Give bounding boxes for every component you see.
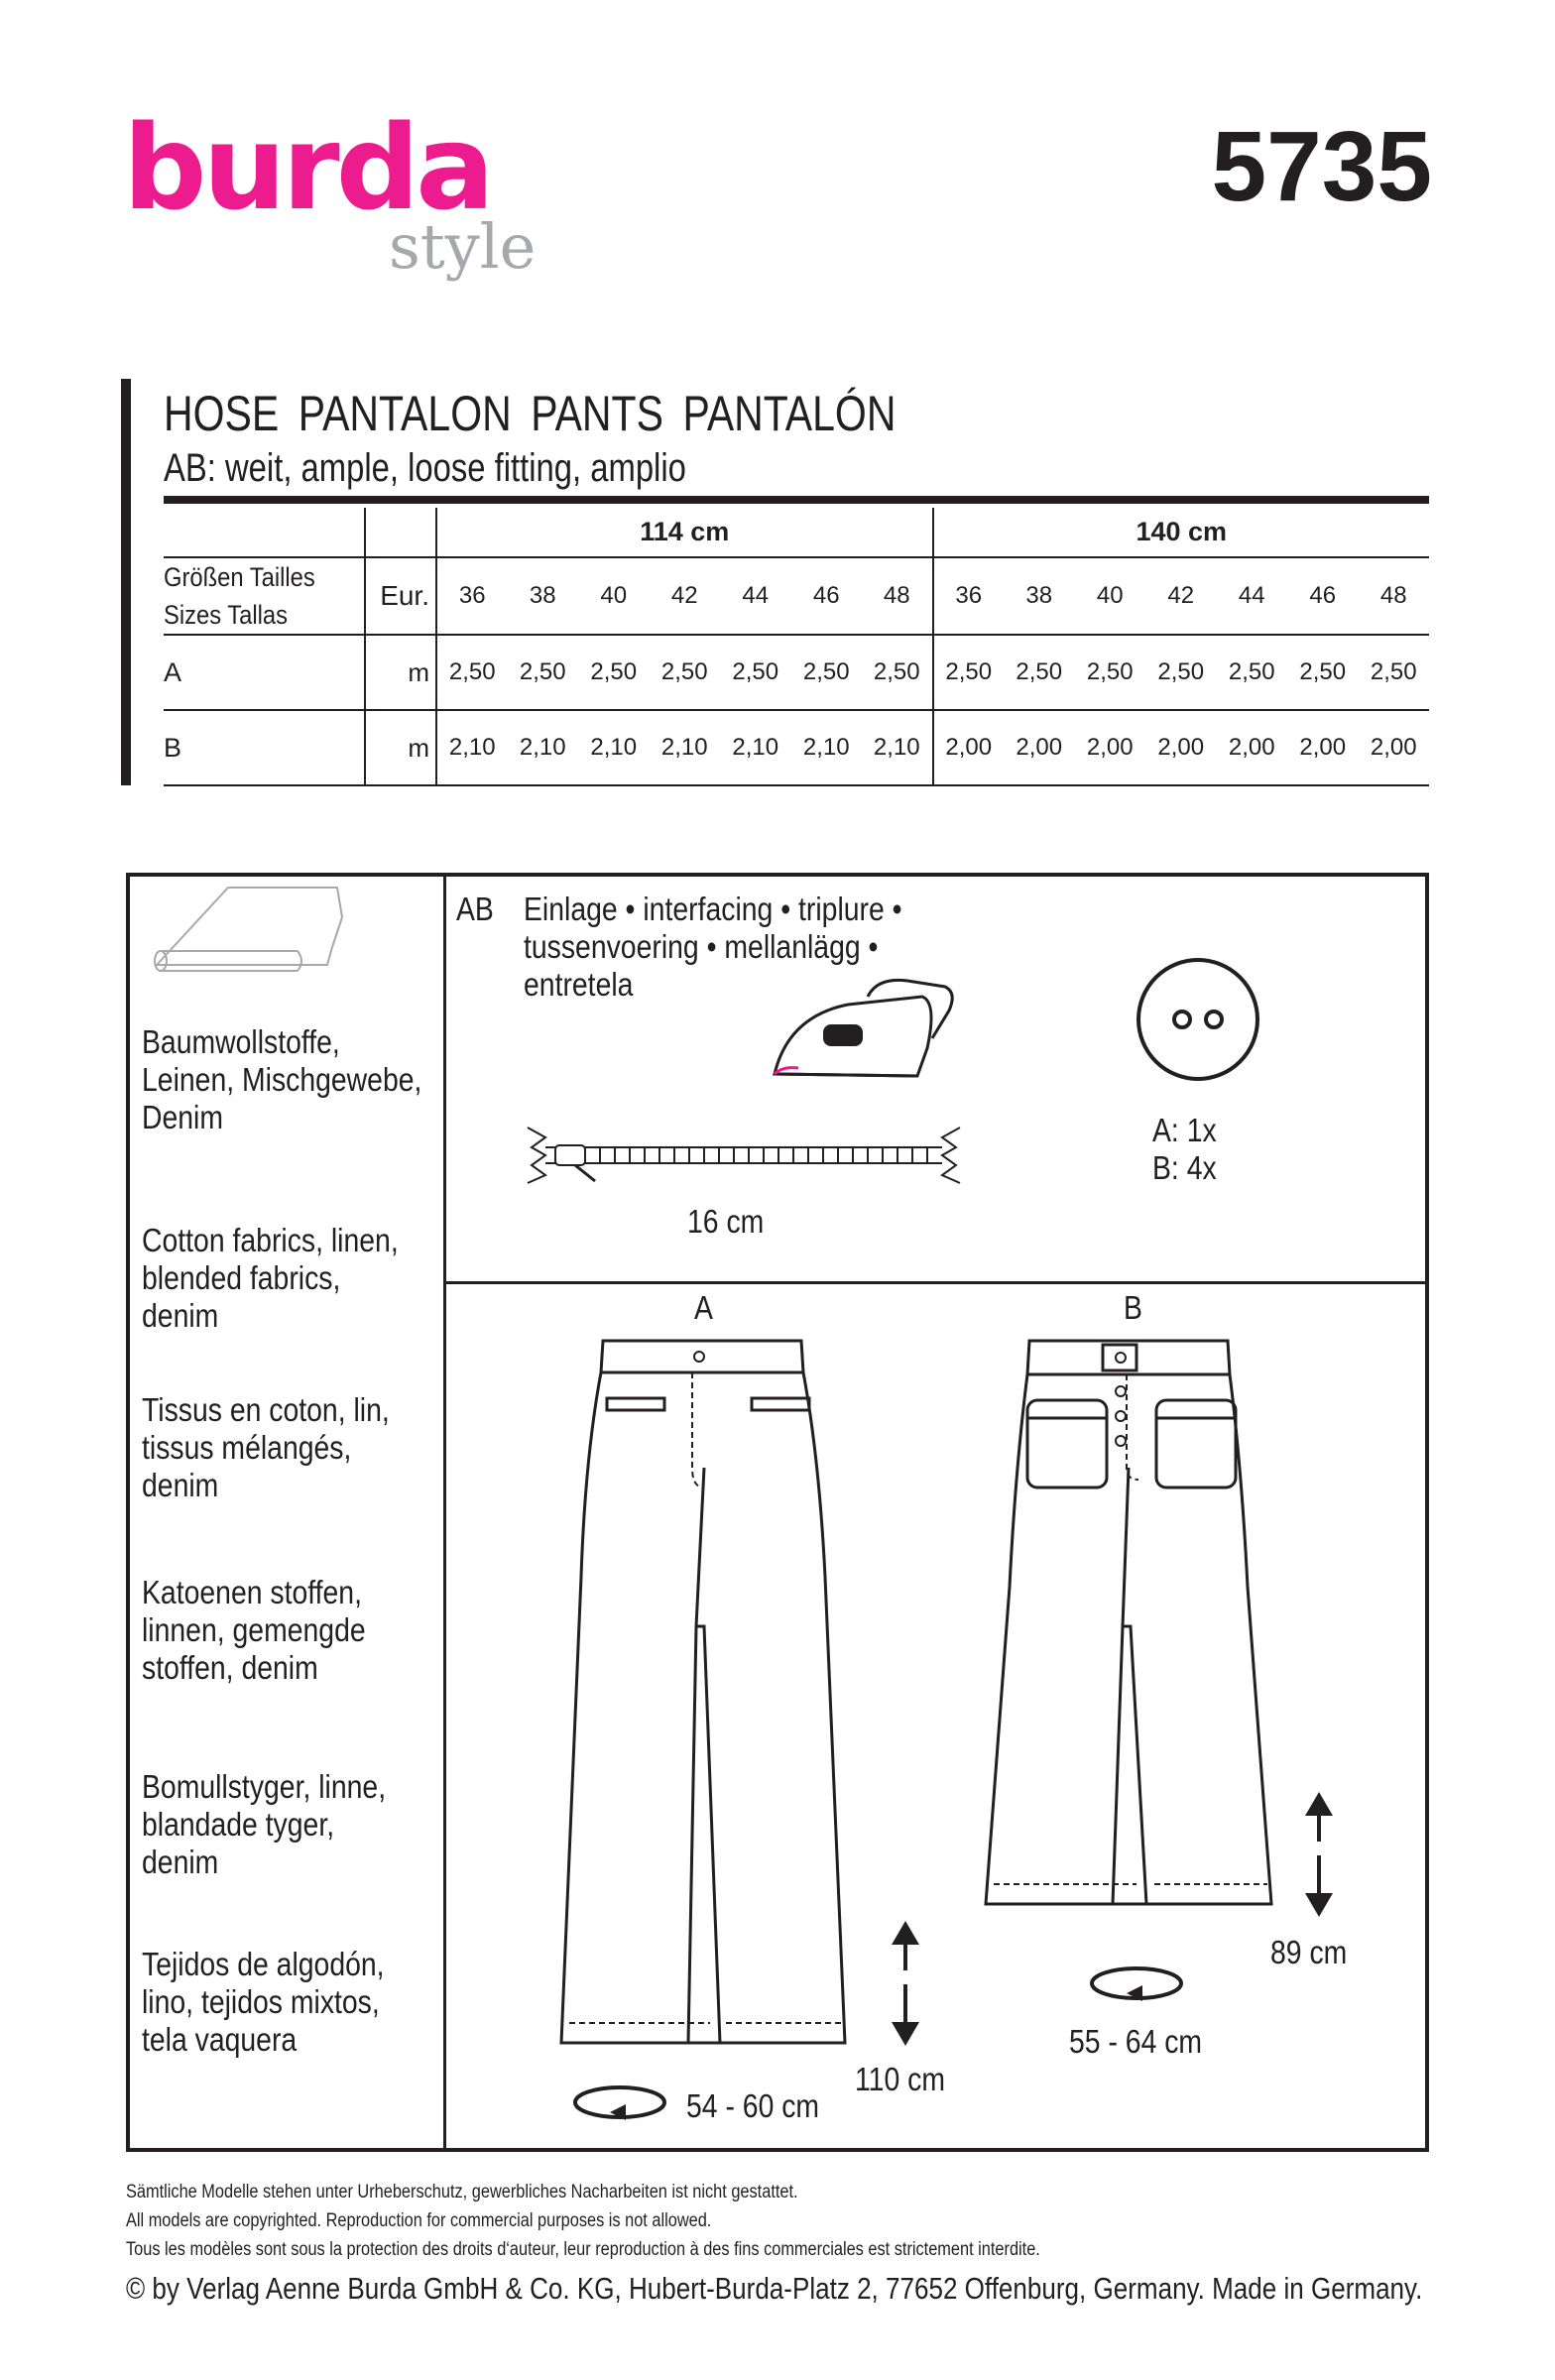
yardage-cell: 2,50 — [1217, 635, 1288, 710]
yardage-cell: 2,10 — [791, 710, 863, 785]
waist-a: 54 - 60 cm — [686, 2087, 820, 2124]
fabric-sv: Bomullstyger, linne, blandade tyger, denim — [142, 1768, 387, 1880]
yardage-cell: 2,50 — [650, 635, 721, 710]
zipper-icon — [526, 1126, 962, 1185]
yardage-cell: 2,50 — [1145, 635, 1217, 710]
size-cell: 48 — [862, 557, 933, 635]
unit-label: m — [365, 635, 436, 710]
view-label: A — [164, 635, 365, 710]
size-cell: 38 — [508, 557, 579, 635]
yardage-cell: 2,50 — [1075, 635, 1146, 710]
yardage-cell: 2,50 — [933, 635, 1005, 710]
unit-label: m — [365, 710, 436, 785]
width-header-140: 140 cm — [933, 508, 1430, 557]
publisher-copyright: © by Verlag Aenne Burda GmbH & Co. KG, Hubert-Burda-Platz 2, 77652 Offenburg, Germany. Made in Germany. — [126, 2271, 1423, 2306]
length-a: 110 cm — [855, 2061, 945, 2097]
iron-icon — [769, 977, 957, 1096]
garment-title: HOSE PANTALON PANTS PANTALÓN — [164, 386, 897, 441]
view-b-label: B — [1124, 1289, 1142, 1326]
pants-a-drawing — [555, 1339, 853, 2053]
size-cell: 36 — [436, 557, 508, 635]
fit-description — [164, 446, 686, 491]
size-cell: 42 — [650, 557, 721, 635]
fabric-es: Tejidos de algodón, lino, tejidos mixtos, tela vaquera — [142, 1946, 385, 2058]
yardage-row-a — [164, 635, 1429, 710]
copyright-notice-en: All models are copyrighted. Reproduction for commercial purposes is not allowed. — [126, 2210, 712, 2231]
waist-icon-b — [1087, 1964, 1186, 2003]
fabric-en: Cotton fabrics, linen, blended fabrics, denim — [142, 1222, 399, 1334]
yardage-cell: 2,00 — [1287, 710, 1359, 785]
yardage-cell: 2,10 — [862, 710, 933, 785]
copyright-notice-fr: Tous les modèles sont sous la protection des droits d‘auteur, leur reproduction à des fins commerciales est strictement interdite. — [126, 2239, 1040, 2260]
logo-word: burda — [123, 99, 491, 236]
size-cell: 42 — [1145, 557, 1217, 635]
sizes-row — [164, 557, 1429, 635]
size-cell: 36 — [933, 557, 1005, 635]
size-cell: 38 — [1004, 557, 1075, 635]
size-cell: 48 — [1359, 557, 1430, 635]
size-cell: 44 — [1217, 557, 1288, 635]
yardage-cell: 2,10 — [578, 710, 650, 785]
fabric-nl: Katoenen stoffen, linnen, gemengde stoffen, denim — [142, 1574, 366, 1686]
yardage-cell: 2,50 — [862, 635, 933, 710]
width-header-114: 114 cm — [436, 508, 933, 557]
yardage-cell: 2,00 — [1217, 710, 1288, 785]
yardage-cell: 2,50 — [508, 635, 579, 710]
length-arrow-a — [888, 1919, 923, 2048]
yardage-cell: 2,50 — [791, 635, 863, 710]
size-cell: 40 — [578, 557, 650, 635]
size-cell: 40 — [1075, 557, 1146, 635]
fabric-roll-icon — [149, 878, 347, 987]
pattern-number: 5735 — [1211, 111, 1432, 222]
view-a-label: A — [694, 1289, 713, 1326]
yardage-cell: 2,50 — [1004, 635, 1075, 710]
fit-label: AB: — [164, 446, 216, 490]
length-b: 89 cm — [1270, 1934, 1348, 1970]
burda-style-logo — [123, 99, 559, 307]
zipper-length: 16 cm — [687, 1203, 765, 1240]
yardage-cell: 2,50 — [578, 635, 650, 710]
copyright-notice-de: Sämtliche Modelle stehen unter Urheberschutz, gewerbliches Nacharbeiten ist nicht gestattet. — [126, 2182, 798, 2202]
yardage-cell: 2,10 — [720, 710, 791, 785]
column-divider — [443, 877, 446, 2148]
yardage-cell: 2,10 — [650, 710, 721, 785]
length-arrow-b — [1301, 1790, 1337, 1919]
yardage-cell: 2,50 — [1287, 635, 1359, 710]
size-cell: 46 — [791, 557, 863, 635]
logo-subword: style — [389, 210, 537, 283]
sizes-label: Größen Tailles Sizes Tallas — [164, 557, 365, 635]
yardage-cell: 2,50 — [436, 635, 508, 710]
notions-views-label: AB — [456, 891, 494, 927]
title-bar — [121, 379, 131, 785]
fit-text: weit, ample, loose fitting, amplio — [215, 446, 686, 490]
view-label: B — [164, 710, 365, 785]
row-divider — [443, 1281, 1425, 1284]
interfacing-text: Einlage • interfacing • triplure • tussenvoering • mellanlägg • entretela — [524, 891, 902, 1003]
yardage-cell: 2,00 — [1145, 710, 1217, 785]
eur-label: Eur. — [365, 557, 436, 635]
yardage-cell: 2,00 — [933, 710, 1005, 785]
yardage-cell: 2,00 — [1359, 710, 1430, 785]
pants-b-drawing — [980, 1339, 1277, 1914]
yardage-row-b — [164, 710, 1429, 785]
button-icon — [1134, 955, 1262, 1084]
fabric-fr: Tissus en coton, lin, tissus mélangés, denim — [142, 1391, 390, 1503]
fabric-de: Baumwollstoffe, Leinen, Mischgewebe, Denim — [142, 1023, 422, 1135]
yardage-cell: 2,50 — [1359, 635, 1430, 710]
yardage-cell: 2,50 — [720, 635, 791, 710]
fabric-requirements-table — [164, 496, 1429, 786]
yardage-cell: 2,00 — [1075, 710, 1146, 785]
buttons-count: A: 1x B: 4x — [1152, 1112, 1217, 1186]
yardage-cell: 2,00 — [1004, 710, 1075, 785]
yardage-cell: 2,10 — [436, 710, 508, 785]
size-cell: 44 — [720, 557, 791, 635]
waist-icon-a — [570, 2082, 669, 2122]
waist-b: 55 - 64 cm — [1069, 2023, 1203, 2060]
size-cell: 46 — [1287, 557, 1359, 635]
yardage-cell: 2,10 — [508, 710, 579, 785]
